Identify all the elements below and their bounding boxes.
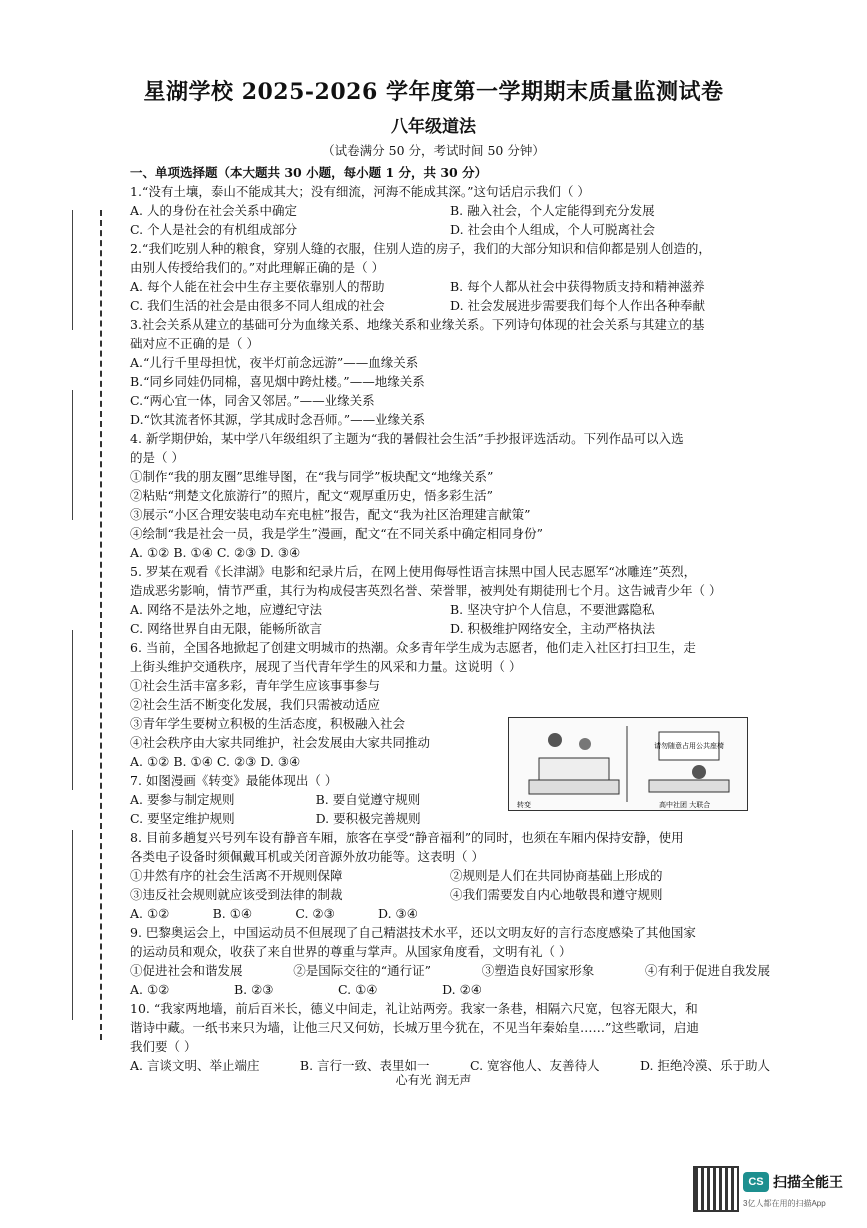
q1-options-2 — [130, 220, 770, 239]
q1-stem: 1.“没有土壤，泰山不能成其大；没有细流，河海不能成其深。”这句话启示我们（ ） — [130, 184, 590, 199]
q3-stem: 3.社会关系从建立的基础可分为血缘关系、地缘关系和业缘关系。下列诗句体现的社会关系与其建立的基 — [130, 317, 705, 332]
q8-stem: 8. 目前多趟复兴号列车设有静音车厢，旅客在享受“静音福利”的同时，也须在车厢内保持安静，使用 — [130, 830, 684, 845]
q6-item-1: ①社会生活丰富多彩，青年学生应该事事参与 — [130, 678, 381, 693]
exam-meta: （试卷满分 50 分，考试时间 50 分钟） — [322, 143, 545, 158]
option-c: C. ②③ — [295, 906, 335, 921]
qr-code-icon — [693, 1166, 739, 1212]
class-line — [72, 390, 73, 520]
option-c: C. 我们生活的社会是由很多不同人组成的社会 — [130, 298, 385, 313]
seat-line — [72, 830, 73, 1020]
cut-line — [100, 210, 102, 1040]
option-d: D. ③④ — [378, 906, 418, 921]
q8-item-1: ①井然有序的社会生活离不开规则保障 — [130, 868, 343, 883]
option-a: A. ①② — [130, 906, 170, 921]
option-c: C. 个人是社会的有机组成部分 — [130, 222, 298, 237]
option-a: A. 要参与制定规则 — [130, 792, 235, 807]
option-a: A. 每个人能在社会中生存主要依靠别人的帮助 — [130, 279, 385, 294]
number-line — [72, 630, 73, 790]
binding-margin — [62, 210, 112, 1040]
option-a: A. 网络不是法外之地，应遵纪守法 — [130, 602, 322, 617]
option-d: D. 拒绝冷漠、乐于助人 — [639, 1058, 770, 1073]
scanner-name: 扫描全能王 — [773, 1174, 843, 1190]
q6-item-4: ④社会秩序由大家共同维护，社会发展由大家共同推动 — [130, 735, 431, 750]
q4-item-2: ②粘贴“荆楚文化旅游行”的照片，配文“观厚重历史，悟多彩生活” — [130, 488, 494, 503]
option-b: B. 每个人都从社会中获得物质支持和精神滋养 — [450, 279, 705, 294]
option-d: D. 社会发展进步需要我们每个人作出各种奉献 — [450, 298, 706, 313]
q8-item-4: ④我们需要发自内心地敬畏和遵守规则 — [450, 887, 663, 902]
scanner-logo: CS — [743, 1172, 769, 1192]
option-b: B. ①④ — [212, 906, 253, 921]
q6-stem-2: 上街头维护交通秩序，展现了当代青年学生的风采和力量。这说明（ ） — [130, 659, 522, 674]
option-d: D. 社会由个人组成，个人可脱离社会 — [450, 222, 656, 237]
q5-stem: 5. 罗某在观看《长津湖》电影和纪录片后，在网上使用侮辱性语言抹黑中国人民志愿军“冰雕连”英烈， — [130, 564, 697, 579]
option-b: B. 要自觉遵守规则 — [315, 792, 421, 807]
option-d: D.“饮其流者怀其源，学其成时念吾师。”——业缘关系 — [130, 412, 426, 427]
q10-stem-3: 我们要（ ） — [130, 1039, 197, 1054]
option-b: B. ②③ — [233, 982, 274, 997]
option-d: D. 积极维护网络安全，主动严格执法 — [450, 621, 656, 636]
q9-stem-2: 的运动员和观众，收获了来自世界的尊重与掌声。从国家角度看，文明有礼（ ） — [130, 944, 572, 959]
q8-item-2: ②规则是人们在共同协商基础上形成的 — [450, 868, 663, 883]
q3-stem-2: 础对应不正确的是（ ） — [130, 336, 259, 351]
q9-items — [130, 961, 770, 980]
q4-stem: 4. 新学期伊始，某中学八年级组织了主题为“我的暑假社会生活”手抄报评选活动。下列作品可以入选 — [130, 431, 684, 446]
q8-options — [130, 904, 418, 923]
q4-item-1: ①制作“我的朋友圈”思维导图，在“我与同学”板块配文“地缘关系” — [130, 469, 494, 484]
option-c: C. 宽容他人、友善待人 — [469, 1058, 600, 1073]
comic-left-caption: 转变 — [517, 801, 531, 809]
q9-stem: 9. 巴黎奥运会上，中国运动员不但展现了自己精湛技术水平，还以文明友好的言行态度感染了其他国家 — [130, 925, 696, 940]
option-a: A. 人的身份在社会关系中确定 — [130, 203, 297, 218]
q4-item-3: ③展示“小区合理安装电动车充电桩”报告，配文“我为社区治理建言献策” — [130, 507, 531, 522]
q4-options: A. ①② B. ①④ C. ②③ D. ③④ — [130, 545, 301, 560]
exam-title: 星湖学校 2025-2026 学年度第一学期期末质量监测试卷 — [143, 79, 724, 105]
option-c: C. 网络世界自由无限，能畅所欲言 — [130, 621, 323, 636]
q9-item-3: ③塑造良好国家形象 — [481, 963, 595, 978]
q7-options-2 — [130, 809, 501, 828]
q7-options — [130, 790, 501, 809]
section-heading: 一、单项选择题（本大题共 30 小题，每小题 1 分，共 30 分） — [130, 165, 488, 180]
comic-sign: 请勿随意占用公共座椅 — [654, 742, 724, 750]
q8-item-3: ③违反社会规则就应该受到法律的制裁 — [130, 887, 343, 902]
option-c: C.“两心宜一体，同舍又邻居。”——业缘关系 — [130, 393, 375, 408]
option-a: A.“儿行千里母担忧，夜半灯前念远游”——血缘关系 — [130, 355, 419, 370]
q9-item-2: ②是国际交往的“通行证” — [293, 963, 432, 978]
scanner-tagline: 3亿人都在用的扫描App — [743, 1199, 826, 1208]
q2-options — [130, 277, 770, 296]
q2-stem-2: 由别人传授给我们的。”对此理解正确的是（ ） — [130, 260, 385, 275]
q5-stem-2: 造成恶劣影响，情节严重，其行为构成侵害英烈名誉、荣誉罪，被判处有期徒刑七个月。这告诫青少年（ ） — [130, 583, 722, 598]
option-a: A. 言谈文明、举止端庄 — [130, 1058, 260, 1073]
q7-stem: 7. 如图漫画《转变》最能体现出（ ） — [130, 773, 338, 788]
comic-drawing — [509, 718, 747, 810]
option-b: B. 坚决守护个人信息，不要泄露隐私 — [450, 602, 655, 617]
option-a: A. ①② — [130, 982, 170, 997]
q10-stem-2: 谐诗中藏。一纸书来只为墙，让他三尺又何妨，长城万里今犹在，不见当年秦始皇……”这些歌词，启迪 — [130, 1020, 699, 1035]
q2-options-2 — [130, 296, 770, 315]
option-b: B. 融入社会，个人定能得到充分发展 — [450, 203, 655, 218]
q6-item-3: ③青年学生要树立积极的生活态度，积极融入社会 — [130, 716, 406, 731]
comic-illustration — [508, 717, 748, 811]
question-body — [130, 163, 770, 1075]
q4-item-4: ④绘制“我是社会一员，我是学生”漫画，配文“在不同关系中确定相同身份” — [130, 526, 544, 541]
exam-subject: 八年级道法 — [391, 117, 476, 137]
q9-item-4: ④有利于促进自我发展 — [644, 963, 770, 978]
option-c: C. ①④ — [338, 982, 378, 997]
q8-items — [130, 866, 770, 885]
q9-options — [130, 980, 482, 999]
q4-stem-2: 的是（ ） — [130, 450, 184, 465]
q5-options-2 — [130, 619, 770, 638]
comic-right-caption: 高中社团 大联合 — [659, 801, 711, 809]
q6-stem: 6. 当前，全国各地掀起了创建文明城市的热潮。众多青年学生成为志愿者，他们走入社区打扫卫生，走 — [130, 640, 696, 655]
q9-item-1: ①促进社会和谐发展 — [130, 963, 243, 978]
name-line — [72, 210, 73, 330]
option-d: D. 要积极完善规则 — [315, 811, 421, 826]
q6-item-2: ②社会生活不断变化发展，我们只需被动适应 — [130, 697, 381, 712]
option-b: B.“同乡同娃仍同棉，喜见烟中跨灶楼。”——地缘关系 — [130, 374, 425, 389]
q5-options — [130, 600, 770, 619]
q6-options: A. ①② B. ①④ C. ②③ D. ③④ — [130, 754, 301, 769]
q10-stem: 10. “我家两地墙，前后百米长，德义中间走，礼让站两旁。我家一条巷，相隔六尺宽，包容无限大，和 — [130, 1001, 698, 1016]
q8-stem-2: 各类电子设备时须佩戴耳机或关闭音源外放功能等。这表明（ ） — [130, 849, 484, 864]
option-b: B. 言行一致、表里如一 — [299, 1058, 430, 1073]
option-d: D. ②④ — [442, 982, 482, 997]
q1-options — [130, 201, 770, 220]
q2-stem: 2.“我们吃别人种的粮食，穿别人缝的衣服，住别人造的房子，我们的大部分知识和信仰都是别人创造的， — [130, 241, 711, 256]
q8-items-2 — [130, 885, 770, 904]
option-c: C. 要坚定维护规则 — [130, 811, 235, 826]
page-footer: 心有光 润无声 — [395, 1073, 472, 1087]
